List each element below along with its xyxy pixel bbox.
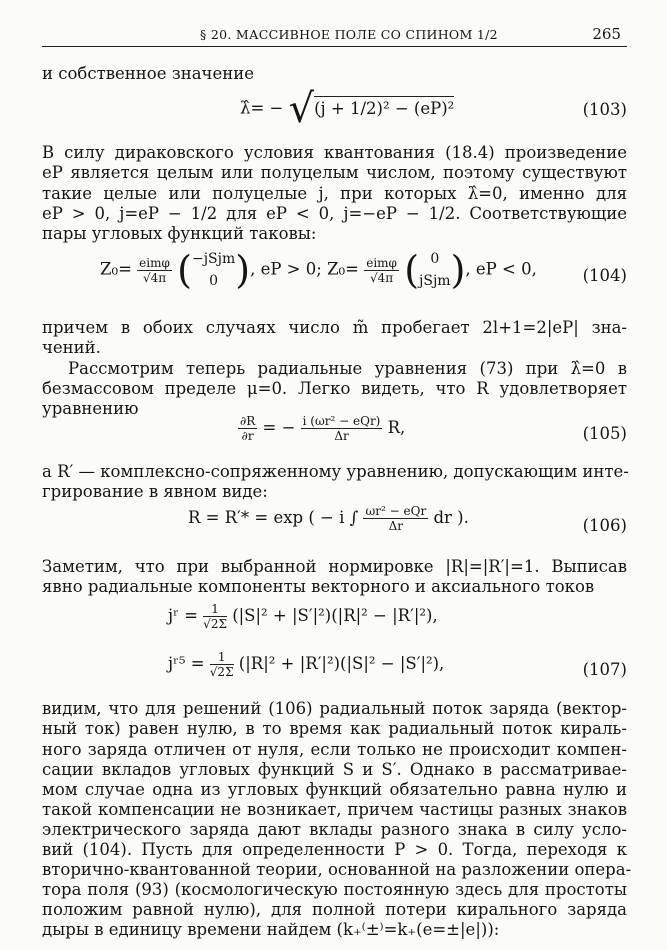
eq103-lhs: λ̂= −	[240, 98, 284, 118]
text-line: пары угловых функций таковы:	[42, 224, 317, 243]
text-line: a R′ — комплексно-сопряженному уравнению, допускающим инте-	[42, 462, 629, 481]
eq105-rhs-fraction: $\frac{\text{i (ωr² − eQr)}}{\Delta r}$	[302, 414, 381, 443]
eq106-close: dr ).	[433, 508, 469, 527]
eq107-label: (107)	[582, 660, 627, 679]
paren-close-icon: )	[450, 248, 466, 292]
eq107a-lhs: jʳ =	[168, 606, 198, 625]
text-line: вторично-квантованной теории, основанной на разложении опера-	[42, 860, 632, 879]
text-line: В силу дираковского условия квантования (18.4) произведение	[42, 143, 627, 162]
page-number: 265	[592, 25, 621, 43]
text-line: причем в обоих случаях число m̃ пробегает 2l+1=2|eP| зна-	[42, 318, 627, 337]
header-rule	[42, 46, 627, 47]
eq104-z0: Z₀=	[100, 259, 132, 279]
text-line: и собственное значение	[42, 64, 254, 83]
equation-103	[240, 86, 454, 132]
paren-open-icon: (	[404, 248, 420, 292]
equation-107a	[168, 602, 438, 631]
eq106-lhs: R = R′* = exp	[188, 508, 304, 527]
eq104-cond1: , eP > 0;	[250, 259, 322, 279]
text-line: ного заряда отличен от нуля, если только не происходит компен-	[42, 740, 627, 759]
eq106-fraction: $\frac{\text{ωr² − eQr}}{\Delta r}$	[365, 504, 427, 533]
eq103-radicand: (j + 1/2)² − (eP)²	[314, 96, 454, 118]
eq105-label: (105)	[582, 424, 627, 443]
eq105-rhs: R,	[387, 418, 406, 437]
text-line: сации вкладов угловых функций S и S′. Однако в рассматривае-	[42, 760, 627, 779]
sqrt-sign-icon: √	[288, 86, 315, 132]
text-line: Рассмотрим теперь радиальные уравнения (73) при λ̂=0 в	[68, 359, 627, 378]
text-line: положим равной нулю), для полной потери кирального заряда	[42, 900, 627, 919]
equation-105	[238, 414, 405, 443]
text-line: eP > 0, j=eP − 1/2 для eP < 0, j=−eP − 1/2. Соответствующие	[42, 204, 627, 223]
eq106-open: ( − i ∫	[308, 508, 359, 527]
text-line: вий (104). Пусть для определенности P > 0. Тогда, переходя к	[42, 840, 627, 859]
eq104-fraction-b: $\frac{\text{eimφ}}{√4\pi}$	[366, 255, 397, 285]
eq107a-fraction: $\frac{1}{√2\Sigma}$	[203, 602, 227, 631]
eq107a-rhs: (|S|² + |S′|²)(|R|² − |R′|²),	[232, 606, 438, 625]
paren-close-icon: )	[235, 248, 251, 292]
text-line: Заметим, что при выбранной нормировке |R|=|R′|=1. Выписав	[42, 557, 627, 576]
text-line: eP является целым или полуцелым числом, поэтому существуют	[42, 163, 627, 182]
text-line: явно радиальные компоненты векторного и аксиального токов	[42, 577, 595, 596]
text-line: безмассовом пределе μ=0. Легко видеть, что R удовлетворяет	[42, 379, 627, 398]
eq104-z0-b: Z₀=	[327, 259, 359, 279]
eq107b-fraction: $\frac{1}{√2\Sigma}$	[209, 650, 234, 679]
eq106-label: (106)	[582, 516, 627, 535]
paren-open-icon: (	[177, 248, 192, 292]
equation-106	[188, 504, 469, 533]
text-line: уравнению	[42, 399, 139, 418]
eq104-cond2: , eP < 0,	[465, 259, 537, 279]
eq105-equals: = −	[262, 418, 296, 437]
running-header	[0, 22, 667, 48]
eq107b-rhs: (|R|² + |R′|²)(|S|² − |S′|²),	[238, 654, 445, 673]
text-line: ный ток) равен нулю, в то время как радиальный поток кираль-	[42, 719, 627, 738]
text-line: дыры в единицу времени найдем (k₊⁽±⁾=k₊(e=±|e|)):	[42, 920, 500, 939]
eq103-label: (103)	[582, 100, 627, 119]
text-line: мом случае одна из угловых функций обязательно равна нулю и	[42, 780, 627, 799]
text-line: такие целые или полуцелые j, при которых λ̂=0, именно для	[42, 184, 627, 203]
text-line: видим, что для решений (106) радиальный поток заряда (вектор-	[42, 699, 627, 718]
text-line: такой компенсации не возникает, причем частицы разных знаков	[42, 800, 627, 819]
text-line: грирование в явном виде:	[42, 482, 268, 501]
text-line: чений.	[42, 338, 101, 357]
text-line: электрического заряда дают вклады разного знака в силу усло-	[42, 820, 627, 839]
section-title: § 20. МАССИВНОЕ ПОЛЕ СО СПИНОМ 1/2	[200, 27, 498, 42]
text-line: тора поля (93) (космологическую постоянную здесь для простоты	[42, 880, 627, 899]
eq104-vector-1: −jSjm 0	[191, 251, 236, 289]
eq104-label: (104)	[582, 266, 627, 285]
eq107b-lhs: jʳ⁵ =	[168, 654, 205, 673]
eq105-lhs-fraction: $\frac{\partial R}{\partial r}$	[240, 414, 256, 443]
equation-107b	[168, 650, 444, 679]
eq104-fraction: $\frac{\text{eimφ}}{√4\pi}$	[139, 255, 170, 285]
eq104-vector-2: 0 jSjm	[419, 251, 451, 289]
equation-104	[100, 248, 537, 292]
